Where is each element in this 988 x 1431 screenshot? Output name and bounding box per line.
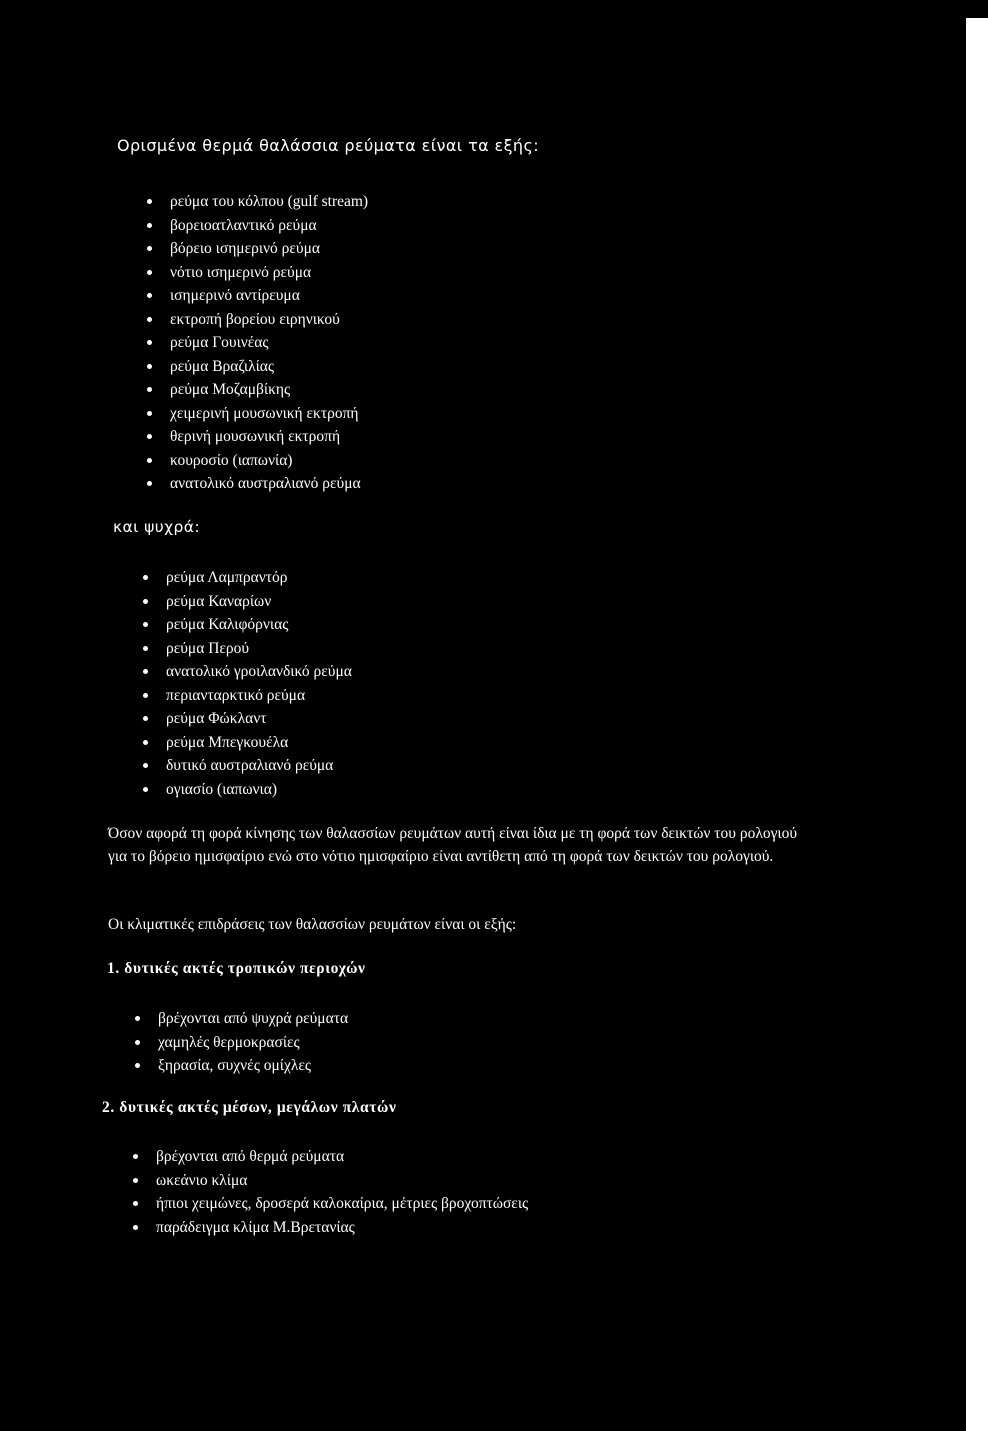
- list-item: [147, 190, 368, 214]
- bullet-icon: [143, 763, 148, 768]
- list-item: [143, 684, 352, 708]
- list-item-text: ρεύμα Γουινέας: [170, 334, 269, 351]
- bullet-icon: [147, 340, 152, 345]
- list-item-text: βρέχονται από θερμά ρεύματα: [156, 1148, 345, 1165]
- bullet-icon: [133, 1225, 138, 1230]
- list-item-text: ογιασίο (ιαπωνια): [166, 780, 277, 798]
- scan-edge-bar: [966, 18, 988, 1431]
- list-item-text: ανατολικό γροιλανδικό ρεύμα: [166, 663, 352, 680]
- list-item-text: ξηρασία, συχνές ομίχλες: [158, 1057, 311, 1074]
- direction-paragraph: Όσον αφορά τη φορά κίνησης των θαλασσίων ρευμάτων αυτή είναι ίδια με τη φορά των δεικτών του ρολογιού για το βόρειο ημισφαίριο ενώ στο νότιο ημισφαίριο είναι αντίθετη από τη φορά των δεικτών του ρολογιού.: [108, 825, 798, 865]
- list-item: [147, 308, 368, 332]
- bullet-icon: [147, 246, 152, 251]
- bullet-icon: [143, 787, 148, 792]
- warm-currents-heading: Ορισμένα θερμά θαλάσσια ρεύματα είναι τα εξής:: [117, 136, 540, 155]
- list-item: [143, 660, 352, 684]
- list-item-text: χαμηλές θερμοκρασίες: [158, 1033, 300, 1051]
- list-item: [147, 425, 368, 449]
- list-item-text: ρεύμα του κόλπου (gulf stream): [170, 193, 369, 210]
- list-item-text: ανατολικό αυστραλιανό ρεύμα: [170, 475, 361, 492]
- bullet-icon: [147, 223, 152, 228]
- bullet-icon: [147, 364, 152, 369]
- list-item-text: ρεύμα Βραζιλίας: [170, 357, 275, 375]
- bullet-icon: [147, 270, 152, 275]
- list-item-text: βρέχονται από ψυχρά ρεύματα: [158, 1010, 349, 1027]
- case-2-heading: 2. δυτικές ακτές μέσων, μεγάλων πλατών: [102, 1099, 397, 1116]
- climate-intro: Οι κλιματικές επιδράσεις των θαλασσίων ρευμάτων είναι οι εξής:: [108, 916, 517, 933]
- list-item: [143, 707, 352, 731]
- bullet-icon: [135, 1040, 140, 1045]
- list-item: [135, 1054, 348, 1078]
- list-item-text: δυτικό αυστραλιανό ρεύμα: [166, 757, 334, 774]
- list-item-text: ρεύμα Μοζαμβίκης: [170, 381, 291, 398]
- list-item: [143, 731, 352, 755]
- list-item-text: παράδειγμα κλίμα Μ.Βρετανίας: [156, 1218, 355, 1236]
- list-item: [147, 261, 368, 285]
- bullet-icon: [147, 387, 152, 392]
- list-item-text: ισημερινό αντίρευμα: [170, 287, 300, 304]
- list-item: [143, 754, 352, 778]
- list-item: [133, 1145, 528, 1169]
- bullet-icon: [133, 1154, 138, 1159]
- list-item-text: ωκεάνιο κλίμα: [156, 1171, 248, 1189]
- list-item: [147, 237, 368, 261]
- list-item: [147, 355, 368, 379]
- bullet-icon: [147, 434, 152, 439]
- list-item-text: κουροσίο (ιαπωνία): [170, 451, 293, 469]
- bullet-icon: [147, 411, 152, 416]
- bullet-icon: [143, 575, 148, 580]
- bullet-icon: [133, 1201, 138, 1206]
- list-item-text: ήπιοι χειμώνες, δροσερά καλοκαίρια, μέτριες βροχοπτώσεις: [156, 1195, 529, 1212]
- list-item: [143, 613, 352, 637]
- bullet-icon: [143, 693, 148, 698]
- list-item: [147, 472, 368, 496]
- bullet-icon: [143, 716, 148, 721]
- list-item-text: περιανταρκτικό ρεύμα: [166, 686, 306, 704]
- case-2-list: [133, 1145, 528, 1239]
- bullet-icon: [147, 458, 152, 463]
- bullet-icon: [133, 1178, 138, 1183]
- list-item-text: εκτροπή βορείου ειρηνικού: [170, 310, 340, 328]
- list-item: [147, 331, 368, 355]
- list-item: [135, 1007, 348, 1031]
- list-item: [147, 214, 368, 238]
- list-item-text: ρεύμα Φώκλαντ: [166, 710, 267, 727]
- list-item: [133, 1216, 528, 1240]
- bullet-icon: [147, 481, 152, 486]
- list-item: [135, 1031, 348, 1055]
- list-item-text: ρεύμα Καναρίων: [166, 592, 272, 610]
- warm-currents-list: [147, 190, 368, 496]
- list-item: [133, 1169, 528, 1193]
- list-item-text: ρεύμα Καλιφόρνιας: [166, 616, 289, 633]
- bullet-icon: [143, 622, 148, 627]
- list-item-text: χειμερινή μουσωνική εκτροπή: [170, 404, 359, 422]
- bullet-icon: [143, 669, 148, 674]
- list-item-text: βορειοατλαντικό ρεύμα: [170, 216, 317, 234]
- bullet-icon: [135, 1063, 140, 1068]
- case-1-list: [135, 1007, 348, 1078]
- bullet-icon: [143, 740, 148, 745]
- bullet-icon: [135, 1016, 140, 1021]
- list-item: [147, 284, 368, 308]
- bullet-icon: [147, 293, 152, 298]
- case-1-heading: 1. δυτικές ακτές τροπικών περιοχών: [107, 960, 366, 977]
- bullet-icon: [147, 199, 152, 204]
- list-item: [147, 449, 368, 473]
- list-item-text: ρεύμα Περού: [166, 639, 250, 657]
- list-item: [143, 566, 352, 590]
- list-item-text: βόρειο ισημερινό ρεύμα: [170, 240, 321, 257]
- list-item: [147, 402, 368, 426]
- bullet-icon: [143, 646, 148, 651]
- list-item: [143, 590, 352, 614]
- list-item-text: νότιο ισημερινό ρεύμα: [170, 263, 312, 281]
- list-item-text: ρεύμα Λαμπραντόρ: [166, 569, 288, 586]
- list-item-text: θερινή μουσωνική εκτροπή: [170, 428, 341, 445]
- list-item: [147, 378, 368, 402]
- list-item-text: ρεύμα Μπεγκουέλα: [166, 733, 289, 751]
- list-item: [133, 1192, 528, 1216]
- list-item: [143, 637, 352, 661]
- cold-currents-list: [143, 566, 352, 801]
- list-item: [143, 778, 352, 802]
- cold-currents-heading: και ψυχρά:: [113, 518, 200, 536]
- bullet-icon: [143, 599, 148, 604]
- bullet-icon: [147, 317, 152, 322]
